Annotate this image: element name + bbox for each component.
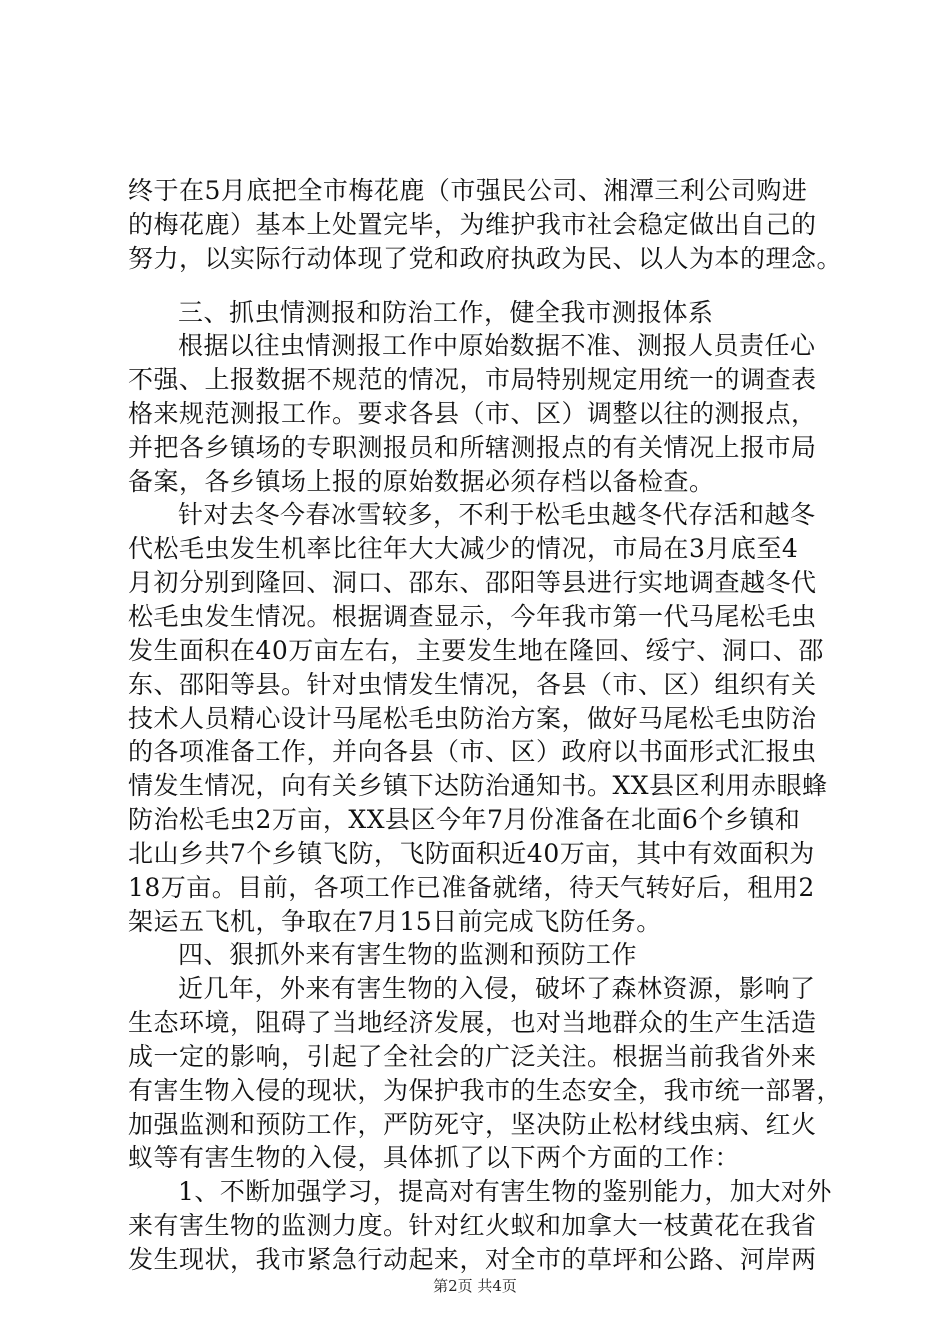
body-text-line: 来有害生物的监测力度。针对红火蚁和加拿大一枝黄花在我省 [128,1211,817,1240]
body-text-line: 努力，以实际行动体现了党和政府执政为民、以人为本的理念。 [128,244,843,273]
body-text-line: 发生面积在40万亩左右，主要发生地在隆回、绥宁、洞口、邵 [128,636,824,665]
section-heading: 三、抓虫情测报和防治工作，健全我市测报体系 [178,298,714,327]
body-text-line: 1、不断加强学习，提高对有害生物的鉴别能力，加大对外 [178,1177,832,1206]
body-text-line: 成一定的影响，引起了全社会的广泛关注。根据当前我省外来 [128,1042,817,1071]
page-footer: 第2页 共4页 [433,1277,517,1295]
body-text-line: 终于在5月底把全市梅花鹿（市强民公司、湘潭三利公司购进 [128,176,808,205]
body-text-line: 的各项准备工作，并向各县（市、区）政府以书面形式汇报虫 [128,737,817,766]
body-text-line: 北山乡共7个乡镇飞防，飞防面积近40万亩，其中有效面积为 [128,839,815,868]
body-text-line: 的梅花鹿）基本上处置完毕，为维护我市社会稳定做出自己的 [128,210,817,239]
body-text-line: 生态环境，阻碍了当地经济发展，也对当地群众的生产生活造 [128,1008,817,1037]
body-text-line: 代松毛虫发生机率比往年大大减少的情况，市局在3月底至4 [128,534,799,563]
body-text-line: 东、邵阳等县。针对虫情发生情况，各县（市、区）组织有关 [128,670,817,699]
body-text-line: 根据以往虫情测报工作中原始数据不准、测报人员责任心 [178,331,816,360]
body-text-line: 不强、上报数据不规范的情况，市局特别规定用统一的调查表 [128,365,817,394]
body-text-line: 备案，各乡镇场上报的原始数据必须存档以备检查。 [128,467,715,496]
body-text-line: 防治松毛虫2万亩，XX县区今年7月份准备在北面6个乡镇和 [128,805,801,834]
body-text-line: 蚁等有害生物的入侵，具体抓了以下两个方面的工作： [128,1143,741,1172]
body-text-line: 近几年，外来有害生物的入侵，破坏了森林资源，影响了 [178,974,816,1003]
body-text-line: 技术人员精心设计马尾松毛虫防治方案，做好马尾松毛虫防治 [128,704,817,733]
body-text-line: 情发生情况，向有关乡镇下达防治通知书。XX县区利用赤眼蜂 [128,771,828,800]
body-text-line: 发生现状，我市紧急行动起来，对全市的草坪和公路、河岸两 [128,1245,817,1274]
section-heading: 四、狠抓外来有害生物的监测和预防工作 [178,940,638,969]
body-text-line: 有害生物入侵的现状，为保护我市的生态安全，我市统一部署， [128,1076,843,1105]
body-text-line: 月初分别到隆回、洞口、邵东、邵阳等县进行实地调查越冬代 [128,568,817,597]
body-text-line: 格来规范测报工作。要求各县（市、区）调整以往的测报点， [128,399,817,428]
body-text-line: 18万亩。目前，各项工作已准备就绪，待天气转好后，租用2 [128,873,815,902]
body-text-line: 架运五飞机，争取在7月15日前完成飞防任务。 [128,907,662,936]
body-text-line: 加强监测和预防工作，严防死守，坚决防止松材线虫病、红火 [128,1110,817,1139]
body-text-line: 松毛虫发生情况。根据调查显示，今年我市第一代马尾松毛虫 [128,602,817,631]
body-text-line: 针对去冬今春冰雪较多，不利于松毛虫越冬代存活和越冬 [178,500,816,529]
body-text-line: 并把各乡镇场的专职测报员和所辖测报点的有关情况上报市局 [128,433,817,462]
